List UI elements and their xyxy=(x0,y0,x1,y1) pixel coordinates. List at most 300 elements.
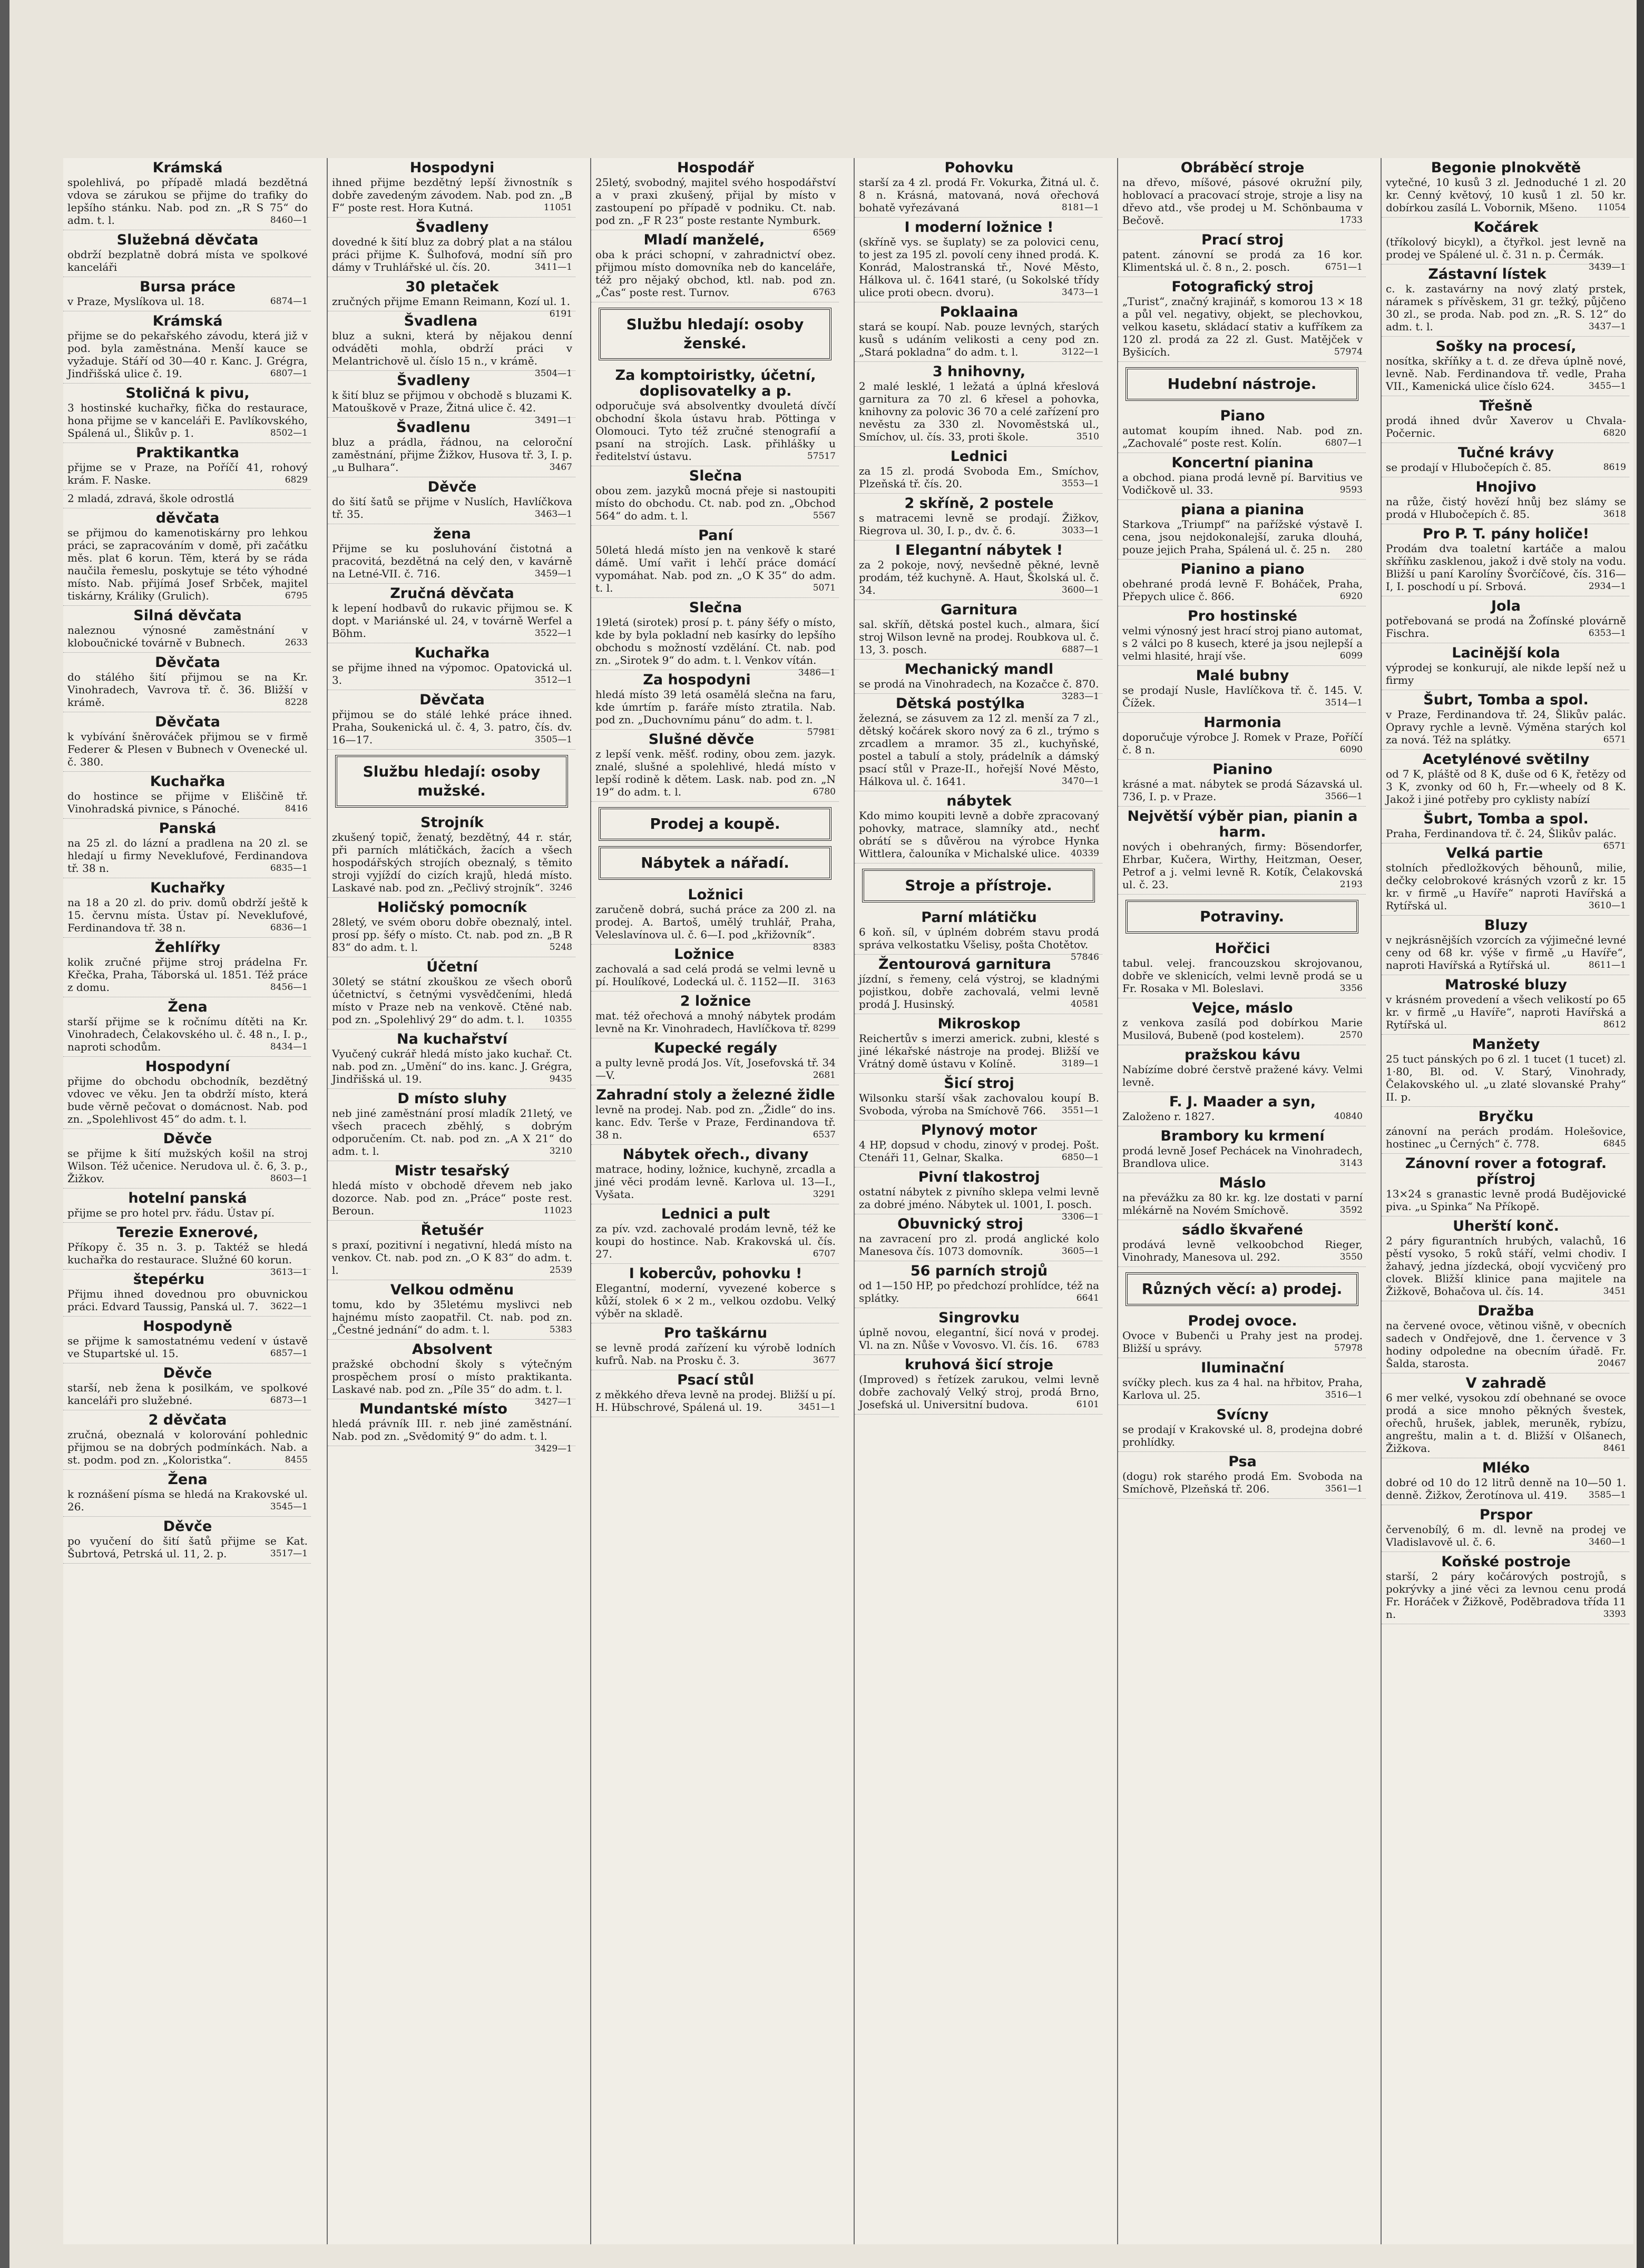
ad-body: velmi výnosný jest hrací stroj piano automat, s 2 válci po 8 kusech, které ja jsou nejlepší a velmi hlasité, hrají vše. xyxy=(1122,624,1363,662)
ad-code: 3427—1 xyxy=(534,1397,572,1407)
classified-ad xyxy=(1382,264,1629,337)
ad-body: v nejkrásnějších vzorcích za výjimečné levné ceny od 68 kr. výše v firmě „u Havíře“, naproti Havířská a Rytířská ul. xyxy=(1386,934,1626,971)
classified-ad xyxy=(855,362,1102,447)
classified-ad xyxy=(63,1363,311,1410)
ad-code: 6845 xyxy=(1603,1138,1626,1149)
ad-body: se přijmou do kamenotiskárny pro lehkou práci, se zapracováním v domě, při začátku měs. plat 6 korun. Těm, která by se ráda naučila řemeslu, poskytuje se této výhodné místo. Nab. přijímá Josef Srbček, majitel tiskárny, Králiky (Grulich). xyxy=(67,526,308,602)
classified-ad xyxy=(855,1167,1102,1222)
ad-text xyxy=(332,602,572,640)
ad-body: Přijme se ku posluhování čistotná a pracovitá, bezdětná na celý den, v kavárně na Letné-VII. č. 716. xyxy=(332,542,572,580)
classified-ad xyxy=(1382,750,1629,809)
ad-title: Bluzy xyxy=(1484,917,1528,934)
ad-body: Příkopy č. 35 n. 3. p. Taktéž se hledá kuchařka do restaurace. Služné 60 korun. xyxy=(67,1241,308,1266)
classified-ad xyxy=(63,819,311,878)
ad-body: se prodají Nusle, Havlíčkova tř. č. 145. V. Čížek. xyxy=(1122,684,1363,709)
ad-code: 6820 xyxy=(1603,428,1626,438)
ad-text xyxy=(859,1032,1099,1070)
ad-code: 6099 xyxy=(1339,651,1363,661)
ad-title: Psací stůl xyxy=(677,1372,754,1388)
ad-title: Hospodář xyxy=(677,160,754,176)
ad-text xyxy=(67,1241,308,1278)
ad-code: 280 xyxy=(1345,544,1363,555)
section-heading: Hudební nástroje. xyxy=(1126,367,1358,401)
ad-title: Děvčata xyxy=(155,714,220,730)
ad-body: do hostince se přijme v Eliščině tř. Vinohradská pivnice, s Pánoché. xyxy=(67,790,308,815)
ad-title: Děvčata xyxy=(419,692,485,708)
ad-text xyxy=(67,1288,308,1313)
classified-ad xyxy=(1382,643,1629,690)
classified-ad xyxy=(591,1145,839,1204)
classified-ad xyxy=(1382,843,1629,916)
ad-text xyxy=(1122,840,1363,891)
classified-ad xyxy=(63,311,311,384)
ad-title: Bursa práce xyxy=(140,279,236,295)
classified-ad xyxy=(63,1129,311,1189)
ad-text xyxy=(332,329,572,379)
ad-body: od 1—150 HP, po předchozí prohlídce, též na splátky. xyxy=(859,1279,1099,1304)
ad-body: červenobílý, 6 m. dl. levně na prodej ve Vladislavově ul. č. 6. xyxy=(1386,1523,1626,1548)
ad-code: 3455—1 xyxy=(1588,381,1626,391)
ad-text xyxy=(1122,731,1363,756)
ad-body: neb jiné zaměstnání prosí mladík 21letý, ve všech pracech zběhlý, s dobrým odporučením. Ct. nab. pod zn. „A X 21“ do adm. t. l. xyxy=(332,1107,572,1157)
ad-body: prodá levně Josef Pechácek na Vinohradech, Brandlova ulice. xyxy=(1122,1144,1363,1170)
ad-title: Begonie plnokvětě xyxy=(1431,160,1581,176)
classified-ad xyxy=(855,158,1102,218)
ad-title: Velkou odměnu xyxy=(390,1282,514,1298)
ad-body: z měkkého dřeva levně na prodej. Bližší u pí. H. Hübschrové, Spálená ul. 19. xyxy=(595,1388,836,1413)
ad-text xyxy=(595,1388,836,1413)
ad-title: Za hospodyni xyxy=(643,672,751,688)
ad-code: 6836—1 xyxy=(270,922,308,933)
ad-title: Uherští konč. xyxy=(1453,1218,1559,1234)
ad-body: Praha, Ferdinandova tř. č. 24, Šlikův palác. xyxy=(1386,827,1617,840)
ad-text xyxy=(332,1358,572,1407)
classified-ad xyxy=(1118,1045,1366,1092)
ad-text xyxy=(595,176,836,238)
ad-code: 3504—1 xyxy=(534,368,572,379)
ad-body: oba k práci schopní, v zahradnictví obez. přijmou místo domovníka neb do kanceláře, též pro nějaký obchod, ktl. nab. pod zn. „Čas“ poste rest. Turnov. xyxy=(595,248,836,299)
ad-body: sal. skříň, dětská postel kuch., almara, šicí stroj Wilson levně na prodej. Roubkova ul. č. 13, 3. posch. xyxy=(859,618,1099,656)
ad-text xyxy=(1386,1391,1626,1455)
ad-body: úplně novou, elegantní, šicí nová v prodej. Vl. na zn. Nůše v Vovosvo. Vl. čís. 16. xyxy=(859,1326,1099,1351)
ad-code: 40339 xyxy=(1070,848,1099,859)
classified-ad xyxy=(1382,1552,1629,1624)
ad-body: vytečné, 10 kusů 3 zl. Jednoduché 1 zl. 20 kr. Cenný květový, 10 kusů 1 zl. 50 kr. dobírkou zasílá L. Vobornik, Mšeno. xyxy=(1386,176,1626,214)
ad-body: stará se koupí. Nab. pouze levných, starých kusů s udáním velikosti a ceny pod zn. „Stará pokladna“ do adm. t. l. xyxy=(859,320,1099,358)
ad-text xyxy=(332,542,572,580)
classified-ad xyxy=(855,1355,1102,1415)
ad-title: Pianino a piano xyxy=(1180,561,1305,577)
classified-ad xyxy=(1118,559,1366,606)
section-heading: Prodej a koupě. xyxy=(599,807,831,841)
classified-ad xyxy=(63,384,311,443)
classified-ad xyxy=(63,878,311,938)
ad-body: bluz a sukni, která by nějakou denní odváděti mohla, obdrží práci v Melantrichově ul. číslo 15 n., v krámě. xyxy=(332,329,572,367)
ad-code: 3512—1 xyxy=(534,675,572,685)
ad-text xyxy=(1386,1234,1626,1298)
classified-ad xyxy=(1382,916,1629,975)
ad-body: spolehlivá, po případě mladá bezdětná vdova se zárukou se přijme do trafiky do lepšího stánku. Nab. pod zn. „R S 75“ do adm. t. l. xyxy=(67,176,308,227)
ad-body: ostatní nábytek z pivního sklepa velmi levně za dobré jméno. Nábytek ul. 1001, I. posch. xyxy=(859,1185,1099,1211)
ad-title: Koncertní pianina xyxy=(1171,455,1314,471)
ad-title: Švadleny xyxy=(415,219,489,235)
ad-title: Iluminační xyxy=(1201,1360,1284,1376)
ad-code: 8619 xyxy=(1603,462,1626,473)
ad-code: 6807—1 xyxy=(1325,438,1363,448)
ad-code: 2681 xyxy=(813,1070,836,1081)
ad-body: Založeno r. 1827. xyxy=(1122,1110,1215,1123)
classified-ad xyxy=(328,690,575,750)
classified-ad xyxy=(855,218,1102,302)
ad-text xyxy=(332,661,572,686)
ad-text xyxy=(332,1417,572,1454)
ad-body: zánovní na perách prodám. Holešovice, hostinec „u Černých“ č. 778. xyxy=(1386,1125,1626,1150)
ad-text xyxy=(1386,1187,1626,1213)
ad-code: 20467 xyxy=(1597,1358,1626,1369)
ad-code: 3622—1 xyxy=(270,1301,308,1312)
ad-title: Pianino xyxy=(1212,761,1273,778)
ad-text xyxy=(67,956,308,994)
ad-title: Hospodyní xyxy=(145,1058,230,1075)
ad-text xyxy=(595,484,836,522)
classified-ad xyxy=(63,508,311,606)
classified-ad xyxy=(591,466,839,526)
ad-title: Hořčici xyxy=(1215,940,1270,957)
ad-body: a pulty levně prodá Jos. Vít, Josefovská tř. 34—V. xyxy=(595,1056,836,1082)
classified-ad xyxy=(63,938,311,997)
ad-title: Strojník xyxy=(420,814,484,831)
column-5 xyxy=(1117,158,1366,2244)
ad-text xyxy=(1386,1570,1626,1621)
classified-ad xyxy=(591,885,839,953)
ad-code: 2570 xyxy=(1339,1030,1363,1040)
classified-ad xyxy=(591,1085,839,1145)
ad-text xyxy=(1122,1016,1363,1042)
ad-title: I moderní ložnice ! xyxy=(904,219,1054,235)
classified-ad xyxy=(328,643,575,690)
ad-code: 6353—1 xyxy=(1588,628,1626,639)
ad-code: 11023 xyxy=(543,1205,572,1216)
ad-code: 3610—1 xyxy=(1588,900,1626,911)
ad-body: 25letý, svobodný, majitel svého hospodářství a v praxi zkušený, přijal by místo v zastoupení po případě v podniku. Ct. nab. pod zn. „F R 23“ poste restante Nymburk. xyxy=(595,176,836,227)
classified-ad xyxy=(63,653,311,712)
ad-body: přijmou se do stálé lehké práce ihned. Praha, Soukenická ul. č. 4, 3. patro, čís. dv. 16—17. xyxy=(332,708,572,746)
ad-body: kolik zručné přijme stroj prádelna Fr. Křečka, Praha, Táborská ul. 1851. Též práce z domu. xyxy=(67,956,308,994)
ad-body: za 15 zl. prodá Svoboda Em., Smíchov, Plzeňská tř. čís. 20. xyxy=(859,465,1099,490)
ad-code: 57974 xyxy=(1334,347,1363,357)
ad-code: 8299 xyxy=(813,1023,836,1034)
ad-title: Singrovku xyxy=(938,1310,1020,1326)
classified-ad xyxy=(855,660,1102,702)
ad-text xyxy=(1122,1376,1363,1401)
ad-text xyxy=(1386,1319,1626,1370)
ad-text xyxy=(1122,471,1363,496)
ad-code: 3514—1 xyxy=(1325,698,1363,708)
classified-ad xyxy=(1382,1154,1629,1216)
ad-code: 8434—1 xyxy=(270,1042,308,1052)
ad-body: mat. též ořechová a mnohý nábytek prodám levně na Kr. Vinohradech, Havlíčkova tř. xyxy=(595,1009,836,1035)
ad-title: Máslo xyxy=(1219,1175,1266,1191)
ad-text xyxy=(1386,614,1626,640)
classified-ad xyxy=(328,1340,575,1407)
ad-code: 8228 xyxy=(285,697,308,708)
ad-text xyxy=(67,1147,308,1185)
ad-title: Žehlířky xyxy=(154,939,221,956)
classified-ad xyxy=(63,712,311,772)
ad-body: s matracemi levně se prodají. Žižkov, Riegrova ul. 30, I. p., dv. č. 6. xyxy=(859,512,1099,537)
ad-code: 11051 xyxy=(543,202,572,213)
ad-title: kruhová šicí stroje xyxy=(905,1357,1053,1373)
ad-text xyxy=(67,1381,308,1407)
ad-title: 2 děvčata xyxy=(148,1412,227,1428)
classified-ad xyxy=(591,945,839,991)
ad-text xyxy=(1386,827,1626,851)
classified-ad xyxy=(1118,277,1366,362)
classified-ad xyxy=(1382,690,1629,750)
ad-code: 3437—1 xyxy=(1588,321,1626,332)
classified-ad xyxy=(1118,406,1366,453)
classified-ad xyxy=(1118,760,1366,807)
section-heading: Nábytek a nářadí. xyxy=(599,846,831,880)
classified-ad xyxy=(328,311,575,379)
ad-code: 3600—1 xyxy=(1061,585,1099,595)
classified-ad xyxy=(1382,1505,1629,1552)
ad-code: 5567 xyxy=(813,510,836,521)
ad-body: bluz a prádla, řádnou, na celoroční zaměstnání, přijme Žižkov, Husova tř. 3, I. p. „u Bulhara“. xyxy=(332,436,572,474)
column-6 xyxy=(1381,158,1629,2244)
classified-ad xyxy=(591,1323,839,1370)
ad-title: Děvče xyxy=(427,479,477,495)
ad-code: 3451 xyxy=(1603,1286,1626,1297)
ad-title: Obuvnický stroj xyxy=(897,1216,1023,1232)
classified-ad xyxy=(591,1204,839,1264)
ad-code: 57981 xyxy=(807,727,836,738)
ad-body: levně na prodej. Nab. pod zn. „Židle“ do ins. kanc. Edv. Terše v Praze, Ferdinandova tř. 38 n. xyxy=(595,1103,836,1141)
ad-title: Kuchařka xyxy=(150,773,226,790)
ad-text xyxy=(1386,708,1626,746)
ad-text xyxy=(332,176,572,214)
classified-ad xyxy=(591,730,839,802)
ad-body: přijme se do pekařského závodu, která již v pod. byla zaměstnána. Menší kauce se vyžaduje. Stáří od 30—40 r. Kanc. J. Grégra, Jindřišská ulice č. 19. xyxy=(67,329,308,380)
ad-title: Praktikantka xyxy=(136,445,239,461)
ad-text xyxy=(859,512,1099,537)
ad-text xyxy=(1386,934,1626,971)
ad-body: 4 HP, dopsud v chodu, zinový v prodej. Pošt. Ctenáři 11, Gelnar, Skalka. xyxy=(859,1138,1099,1164)
ad-text xyxy=(859,926,1099,963)
column-3 xyxy=(590,158,839,2244)
ad-title: D místo sluhy xyxy=(397,1091,507,1107)
ad-title: Terezie Exnerové, xyxy=(116,1224,259,1241)
ad-text xyxy=(67,401,308,439)
ad-text xyxy=(859,1092,1099,1117)
ad-text xyxy=(595,1222,836,1260)
ad-title: Kočárek xyxy=(1473,219,1539,235)
ad-code: 10355 xyxy=(543,1014,572,1025)
ad-body: pražské obchodní školy s výtečným prospěchem prosí o místo praktikanta. Laskavé nab. pod zn. „Píle 35“ do adm. t. l. xyxy=(332,1358,572,1396)
ad-text xyxy=(1386,1523,1626,1548)
ad-code: 3463—1 xyxy=(534,509,572,519)
classified-ad xyxy=(855,1261,1102,1308)
ad-body: starší za 4 zl. prodá Fr. Vokurka, Žitná ul. č. 8 n. Krásná, matovaná, nová ořechová bohatě vyřezávaná xyxy=(859,176,1099,214)
ad-code: 3517—1 xyxy=(270,1548,308,1559)
ad-code: 3605—1 xyxy=(1061,1246,1099,1256)
ad-title: Parní mlátičku xyxy=(921,909,1037,926)
ad-body: se prodají v Hlubočepích č. 85. xyxy=(1386,461,1552,474)
ad-text xyxy=(595,963,836,988)
ad-title: Obráběcí stroje xyxy=(1180,160,1305,176)
ad-body: 50letá hledá místo jen na venkově k staré dámě. Umí vařit i lehčí práce domácí vypomáhat. Nab. pod zn. „O K 35“ do adm. t. l. xyxy=(595,544,836,594)
ad-text xyxy=(595,688,836,738)
ad-text xyxy=(1386,355,1626,392)
ad-text xyxy=(67,730,308,768)
classified-ad xyxy=(591,1038,839,1085)
ad-text xyxy=(1122,684,1363,709)
classified-ad xyxy=(855,1308,1102,1355)
classified-ad xyxy=(1118,606,1366,666)
ad-body: do stálého šití přijmou se na Kr. Vinohradech, Vavrova tř. č. 36. Bližší v krámě. xyxy=(67,671,308,709)
ad-body: zkušený topič, ženatý, bezdětný, 44 r. stár, při parních mlátičkách, žacích a všech hospodářských strojích obeznalý, s těmito stroji vyjíždí do cizích krajů, hledá místo. Laskavé nab. pod zn. „Pečlivý strojník“. xyxy=(332,831,572,894)
ad-body: 2 mladá, zdravá, škole odrostlá xyxy=(67,492,234,505)
ad-text xyxy=(332,1047,572,1085)
ad-body: Prodám dva toaletní kartáče a malou skříňku zasklenou, jakož i dvě stoly na vodu. Bližší u paní Karolíny Švorčíčové, čís. 316—I, I. poschodí u pí. Srbová. xyxy=(1386,542,1626,593)
classified-ad xyxy=(63,1223,311,1278)
ad-code: 3459—1 xyxy=(534,568,572,579)
ad-code: 8611—1 xyxy=(1588,960,1626,970)
ad-code: 3545—1 xyxy=(270,1501,308,1512)
ad-title: Žena xyxy=(168,999,208,1015)
ad-title: Tučné krávy xyxy=(1457,445,1554,461)
ad-text xyxy=(1122,624,1363,662)
ad-text xyxy=(1122,957,1363,995)
ad-title: Mladí manželé, xyxy=(643,232,765,248)
classified-ad xyxy=(1118,453,1366,500)
ad-text xyxy=(595,903,836,953)
ad-title: 3 hnihovny, xyxy=(932,364,1026,380)
ad-text xyxy=(1386,542,1626,593)
ad-code: 3467 xyxy=(549,462,572,473)
ad-body: s praxí, pozitivní i negativní, hledá místo na venkov. Ct. nab. pod zn. „O K 83“ do adm. t. l. xyxy=(332,1239,572,1277)
classified-ad xyxy=(1118,230,1366,277)
ad-text xyxy=(1386,768,1626,806)
ad-body: potřebovaná se prodá na Žofínské plovárně Fischra. xyxy=(1386,614,1626,640)
ad-text xyxy=(595,1163,836,1201)
ad-title: Vejce, máslo xyxy=(1192,1000,1293,1016)
classified-ad xyxy=(328,1221,575,1280)
ad-body: se přijme k šití mužských košil na stroj Wilson. Též učenice. Nerudova ul. č. 6, 3. p., Žižkov. xyxy=(67,1147,308,1185)
section-heading: Různých věcí: a) prodej. xyxy=(1126,1272,1358,1306)
classified-ad xyxy=(63,1317,311,1363)
section-heading: Stroje a přístroje. xyxy=(862,869,1095,902)
classified-ad xyxy=(1382,443,1629,477)
classified-ad xyxy=(1118,666,1366,713)
classified-ad xyxy=(1118,1092,1366,1126)
ad-code: 3356 xyxy=(1339,983,1363,994)
ad-code: 6850—1 xyxy=(1061,1152,1099,1163)
ad-title: Děvčata xyxy=(155,654,220,671)
ad-title: Malé bubny xyxy=(1196,667,1289,684)
ad-text xyxy=(595,399,836,463)
ad-body: starší přijme se k ročnímu dítěti na Kr. Vinohradech, Čelakovského ul. č. 48 n., I. p., naproti schodům. xyxy=(67,1015,308,1053)
ad-text xyxy=(859,320,1099,358)
ad-code: 3470—1 xyxy=(1061,776,1099,787)
column-1 xyxy=(63,158,311,2244)
ad-body: na 25 zl. do lázní a pradlena na 20 zl. se hledají u firmy Neveklufové, Ferdinandova tř. 38 n. xyxy=(67,837,308,875)
ad-title: Psa xyxy=(1228,1454,1257,1470)
ad-code: 3585—1 xyxy=(1588,1490,1626,1500)
ad-text xyxy=(1386,661,1626,686)
ad-title: I Elegantní nábytek ! xyxy=(895,542,1063,558)
ad-body: na 18 a 20 zl. do priv. domů obdrží ještě k 15. červnu místa. Ústav pí. Neveklufové, Ferdinandova tř. 38 n. xyxy=(67,896,308,934)
ad-code: 3033—1 xyxy=(1061,525,1099,536)
ad-text xyxy=(859,1185,1099,1222)
ad-text xyxy=(1386,1125,1626,1150)
ad-body: dobré od 10 do 12 litrů denně na 10—50 1. denně. Žižkov, Žerotínova ul. 419. xyxy=(1386,1476,1626,1501)
ad-text xyxy=(67,492,308,505)
ad-code: 8383 xyxy=(813,942,836,953)
ad-body: 19letá (sirotek) prosí p. t. pány šéfy o místo, kde by byla pokladní neb kasírky do lepšího obchodu s možností vzdělání. Ct. nab. pod zn. „Sirotek 9“ do adm. t. l. Venkov vítán. xyxy=(595,616,836,666)
classified-ad xyxy=(1382,1373,1629,1458)
classified-ad xyxy=(63,1057,311,1129)
classified-ad xyxy=(591,366,839,466)
ad-body: za pív. vzd. zachovalé prodám levně, též ke koupi do hostince. Nab. Krakovská ul. čís. 27. xyxy=(595,1222,836,1260)
classified-ad xyxy=(1382,1035,1629,1107)
ad-title: Matroské bluzy xyxy=(1445,977,1567,993)
ad-title: Zánovní rover a fotograf. přístroj xyxy=(1405,1155,1607,1187)
ad-text xyxy=(1122,176,1363,227)
ad-body: automat koupím ihned. Nab. pod zn. „Zachovalé“ poste rest. Kolín. xyxy=(1122,424,1363,449)
ad-text xyxy=(859,558,1099,596)
ad-code: 1733 xyxy=(1339,215,1363,225)
ad-body: starší, neb žena k posilkám, ve spolkové kanceláři pro služebné. xyxy=(67,1381,308,1407)
ad-body: zručných přijme Emann Reimann, Kozí ul. 1. xyxy=(332,295,570,308)
classified-ad xyxy=(1382,1458,1629,1505)
ad-title: Žena xyxy=(168,1471,208,1488)
ad-text xyxy=(1122,424,1363,449)
classified-ad xyxy=(1118,713,1366,760)
ad-code: 3473—1 xyxy=(1061,287,1099,298)
ad-code: 9435 xyxy=(549,1074,572,1084)
ad-text xyxy=(1122,518,1363,556)
classified-ad xyxy=(1382,218,1629,272)
ad-title: Paní xyxy=(698,527,733,544)
ad-title: Švadlenu xyxy=(396,419,471,436)
ad-title: Ložnice xyxy=(674,946,735,963)
classified-ad xyxy=(328,277,575,319)
ad-code: 8416 xyxy=(285,803,308,814)
ad-code: 6090 xyxy=(1339,744,1363,755)
ad-text xyxy=(67,837,308,875)
ad-text xyxy=(1122,1329,1363,1354)
classified-ad xyxy=(328,1029,575,1089)
ad-text xyxy=(67,461,308,486)
ad-body: na zavracení pro zl. prodá anglické kolo Manesova čís. 1073 domovník. xyxy=(859,1232,1099,1258)
ad-body: přijme do obchodu obchodník, bezdětný vdovec ve věku. Jen ta obdrží místo, která bude věrně pečovat o domácnost. Nab. pod zn. „Spolehlivost 45“ do adm. t. l. xyxy=(67,1075,308,1125)
classified-ad xyxy=(1382,477,1629,524)
classified-ad xyxy=(63,443,311,490)
ad-title: Kuchařky xyxy=(150,880,225,896)
classified-ad xyxy=(855,694,1102,791)
ad-text xyxy=(1386,495,1626,521)
ad-code: 8612 xyxy=(1603,1019,1626,1030)
ad-title: sádlo škvařené xyxy=(1182,1222,1303,1238)
ad-code: 6835—1 xyxy=(270,863,308,873)
ad-body: tomu, kdo by 35letému myslivci neb hajnému místo zaopatřil. Ct. nab. pod zn. „Čestné jednání“ do adm. t. l. xyxy=(332,1298,572,1336)
classified-ad xyxy=(855,908,1102,963)
ad-code: 6873—1 xyxy=(270,1395,308,1406)
ad-body: z venkova zasílá pod dobírkou Marie Musilová, Bubeně (pod kostelem). xyxy=(1122,1016,1363,1042)
ad-body: Ovoce v Bubenči u Prahy jest na prodej. Bližší u správy. xyxy=(1122,1329,1363,1354)
classified-ad xyxy=(328,898,575,957)
